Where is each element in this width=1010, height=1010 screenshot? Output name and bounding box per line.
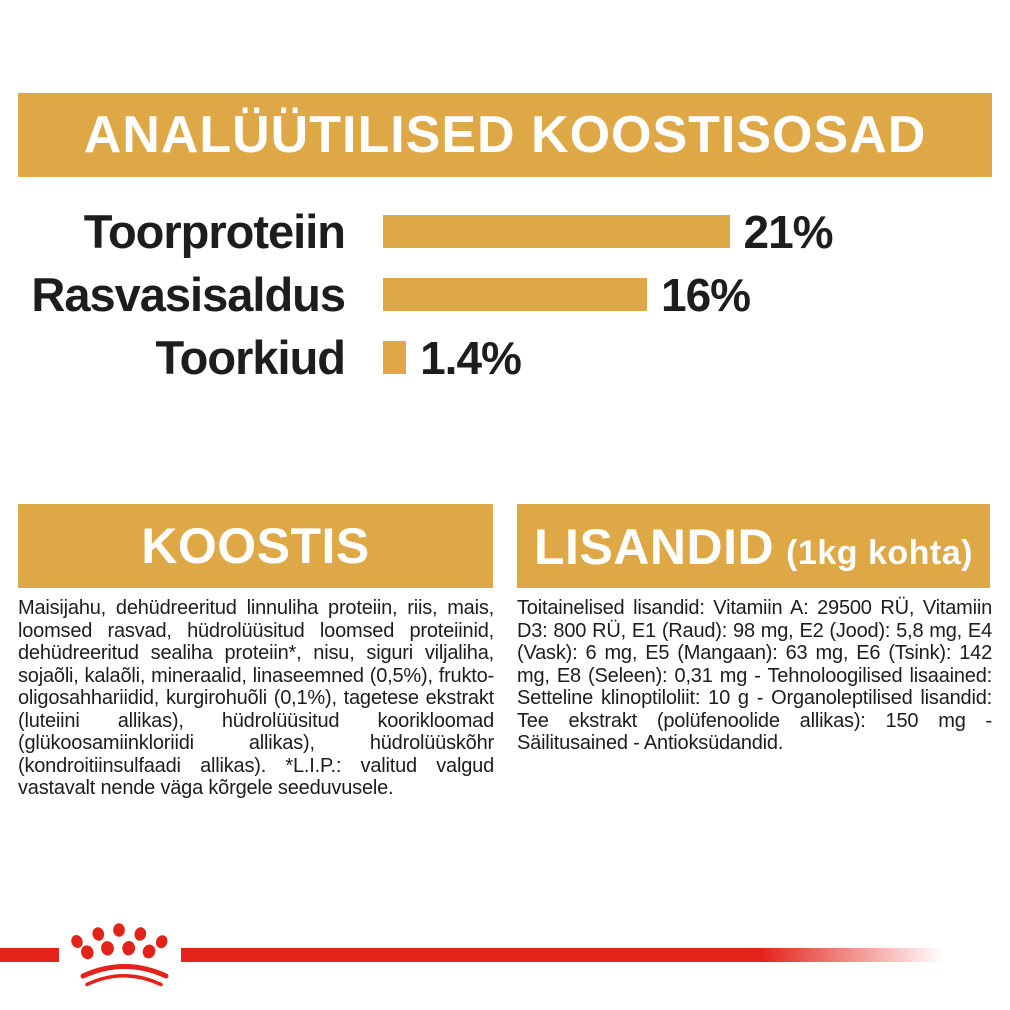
protein-label: Toorproteiin [83,205,345,258]
protein-value: 21% [743,205,833,258]
constituents-bar-chart [0,200,1010,389]
additives-subtitle: (1kg kohta) [786,534,973,572]
additives-title: LISANDID [534,519,775,575]
composition-title: KOOSTIS [141,518,370,574]
fibre-label: Toorkiud [155,331,345,384]
composition-text: Maisijahu, dehüdreeritud linnuliha proteiin, riis, mais, loomsed rasvad, hüdrolüüsitud loomsed proteiinid, dehüdreeritud sealiha proteiin*, nisu, siguri viljaliha, sojaõli, kalaõli, mineraalid, linaseemned (0,5%), frukto-oligosahhariidid, kurgirohuõli (0,1%), tagetese ekstrakt (luteiini allikas), hüdrolüüsitud koorikloomad (glükoosamiinkloriidi allikas), hüdrolüüskõhr (kondroitiinsulfaadi allikas). *L.I.P.: valitud valgud vastavalt nende väga kõrgele seeduvusele. [18,597,494,799]
additives-text: Toitainelised lisandid: Vitamiin A: 29500 RÜ, Vitamiin D3: 800 RÜ, E1 (Raud): 98 mg, E2 (Jood): 5,8 mg, E4 (Vask): 6 mg, E5 (Mangaan): 63 mg, E6 (Tsink): 142 mg, E8 (Seleen): 0,31 mg - Tehnoloogilised lisaained: Setteline klinoptiloliit: 10 g - Organoleptilised lisandid: Tee ekstrakt (polüfenoolide allikas): 150 mg - Säilitusained - Antioksüdandid. [517,597,992,754]
chart-row-fibre [0,326,1010,389]
royal-canin-crown-icon [55,915,185,1005]
fibre-value: 1.4% [420,331,521,384]
composition-header [18,504,493,588]
brand-stripe-left [0,948,59,962]
fat-value: 16% [661,268,751,321]
protein-bar [383,215,730,248]
chart-row-protein [0,200,1010,263]
brand-stripe-right [181,948,943,962]
fat-bar [383,278,647,311]
chart-row-fat [0,263,1010,326]
additives-header [517,504,990,588]
analytical-constituents-title: ANALÜÜTILISED KOOSTISOSAD [83,106,927,164]
fat-label: Rasvasisaldus [31,268,345,321]
analytical-constituents-header [18,93,992,177]
fibre-bar [383,341,406,374]
